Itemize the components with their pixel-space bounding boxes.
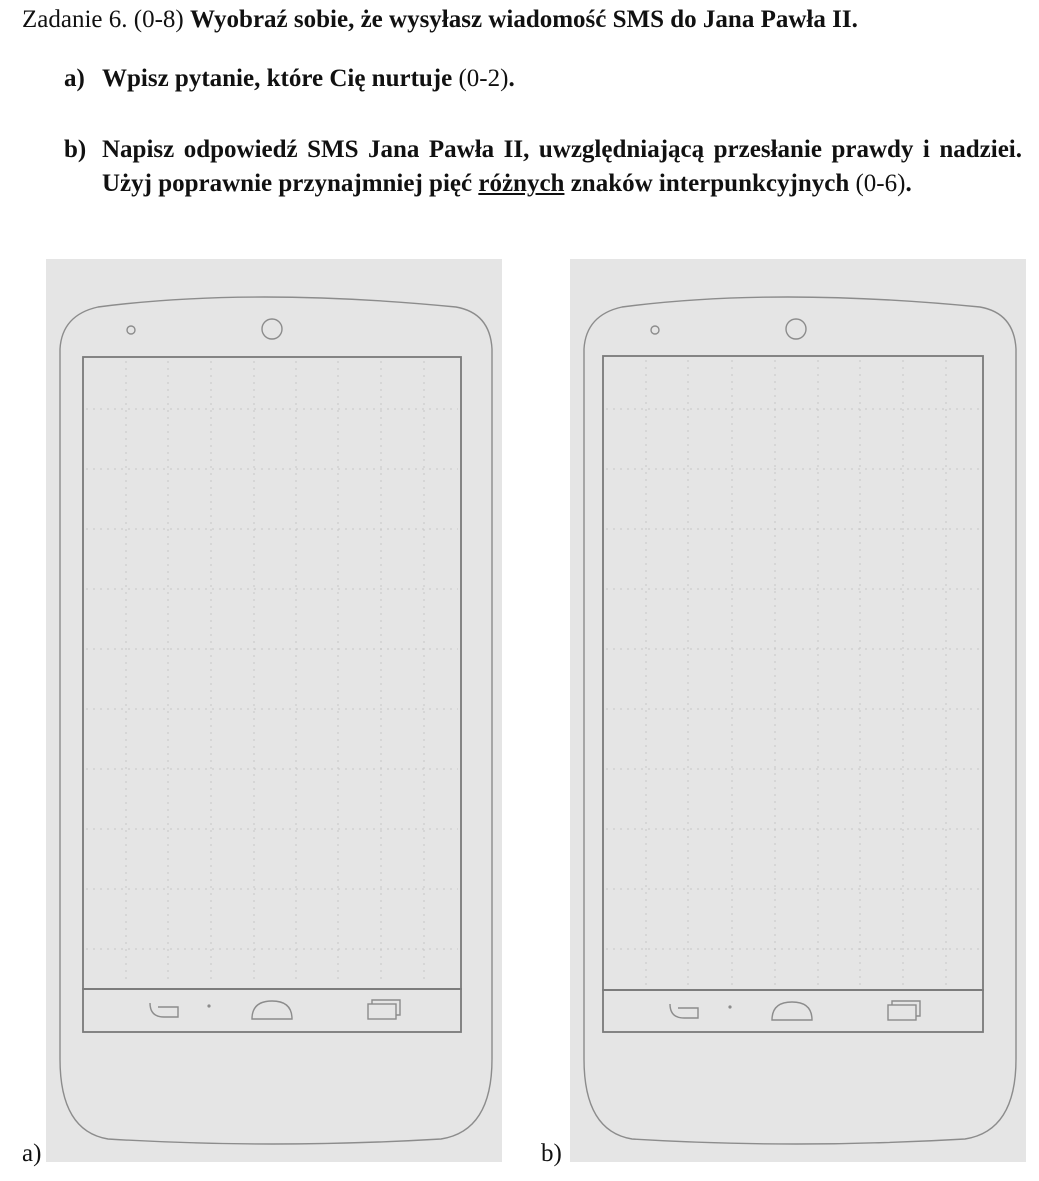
- task-prefix: Zadanie 6. (0-8): [22, 6, 190, 33]
- part-a-points: (0-2): [452, 65, 509, 92]
- phone-a-label: a): [22, 1140, 42, 1167]
- sensor-icon: [651, 326, 659, 334]
- phone-a-screen-grid: [86, 361, 458, 984]
- phone-a-body-outline: [60, 297, 492, 1144]
- phone-b-screen-grid: [606, 360, 980, 985]
- phone-a-drawing: [46, 259, 502, 1162]
- nav-dot: [728, 1005, 731, 1008]
- part-b-text-2: znaków interpunkcyjnych: [564, 170, 856, 197]
- part-b-text-1: Napisz odpowiedź SMS Jana Pawła II, uwzględniającą przesłanie prawdy i nadziei. Użyj poprawnie przynajmniej pięć: [102, 136, 1022, 197]
- phone-a-nav-bar: [83, 989, 461, 1032]
- nav-dot: [207, 1004, 210, 1007]
- camera-icon: [262, 319, 282, 339]
- part-a-text: Wpisz pytanie, które Cię nurtuje: [102, 65, 453, 92]
- part-a-letter: a): [64, 65, 85, 92]
- part-b-underlined-word: różnych: [478, 170, 565, 197]
- task-title: [22, 4, 1022, 36]
- phone-b-body-outline: [584, 297, 1016, 1144]
- phone-b-label: b): [541, 1140, 562, 1167]
- part-b-points: (0-6): [855, 170, 906, 197]
- part-a-instruction: [64, 62, 1022, 96]
- phone-a-screen: [83, 357, 461, 989]
- recent-apps-icon: [368, 1000, 400, 1019]
- part-b-instruction: [64, 133, 1022, 201]
- part-a-end: .: [508, 65, 515, 92]
- camera-icon: [786, 319, 806, 339]
- part-b-letter: b): [64, 136, 87, 163]
- back-arrow-icon: [670, 1004, 698, 1018]
- phone-b-drawing: [570, 259, 1026, 1162]
- sensor-icon: [127, 326, 135, 334]
- home-icon: [252, 1001, 292, 1019]
- part-b-end: .: [905, 170, 912, 197]
- task-heading: Wyobraź sobie, że wysyłasz wiadomość SMS do Jana Pawła II.: [189, 6, 858, 33]
- home-icon: [772, 1002, 812, 1020]
- phone-b-panel: [570, 259, 1026, 1162]
- phone-a-panel: [46, 259, 502, 1162]
- phone-b-screen: [603, 356, 983, 990]
- recent-apps-icon: [888, 1001, 920, 1020]
- back-arrow-icon: [150, 1003, 178, 1017]
- phone-b-nav-bar: [603, 990, 983, 1032]
